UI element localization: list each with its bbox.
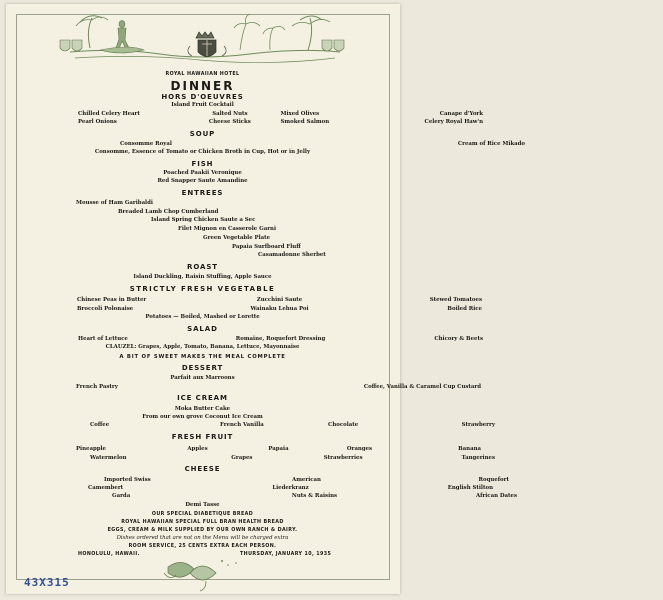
menu-item: Broccoli Polonaise xyxy=(77,306,134,312)
menu-item: Pearl Onions xyxy=(78,119,117,125)
menu-row xyxy=(0,422,557,429)
footer-place: HONOLULU, HAWAII. xyxy=(78,552,140,557)
menu-item: English Stilton xyxy=(447,485,493,491)
menu-item: Poached Paakii Veronique xyxy=(163,170,242,176)
stars-decoration xyxy=(221,560,237,566)
menu-row xyxy=(0,297,532,304)
menu-item: Consomme, Essence of Tomato or Chicken Broth in Cup, Hot or in Jelly xyxy=(94,149,311,155)
footer-line: EGGS, CREAM & MILK SUPPLIED BY OUR OWN RANCH & DAIRY. xyxy=(107,528,298,533)
tagline: A BIT OF SWEET MAKES THE MEAL COMPLETE xyxy=(119,354,286,360)
menu-item: Imported Swiss xyxy=(104,477,151,483)
menu-item: Mousse of Ham Garibaldi xyxy=(76,200,153,206)
menu-item: Boiled Rice xyxy=(447,306,482,312)
menu-row xyxy=(0,119,513,126)
menu-item: Chinese Peas in Butter xyxy=(77,297,147,303)
menu-item: Heart of Lettuce xyxy=(78,336,128,342)
inventory-stamp: 43X315 xyxy=(24,576,70,589)
menu-item: African Dates xyxy=(476,493,517,499)
menu-item: Chicory & Beets xyxy=(434,336,483,342)
menu-row xyxy=(0,455,559,462)
menu-item: Demi Tasse xyxy=(185,502,220,508)
menu-item: Breaded Lamb Chop Cumberland xyxy=(118,209,219,215)
menu-row xyxy=(0,141,605,148)
menu-row xyxy=(0,111,513,118)
menu-item: Smoked Salmon xyxy=(280,119,330,125)
menu-item: Romaine, Roquefort Dressing xyxy=(235,336,326,342)
menu-item: Consomme Royal xyxy=(120,141,172,147)
menu-item: Island Duckling, Raisin Stuffing, Apple Sauce xyxy=(133,274,272,280)
menu-item: Pineapple xyxy=(76,446,106,452)
menu-row xyxy=(0,384,545,391)
top-vignette-illustration xyxy=(0,0,405,80)
menu-item: Cream of Rice Mikado xyxy=(457,141,525,147)
royal-crest xyxy=(188,32,226,57)
menu-item: Wainaku Lehua Poi xyxy=(250,306,309,312)
section-fresh-fruit: FRESH FRUIT xyxy=(171,433,234,441)
hotel-name: ROYAL HAWAIIAN HOTEL xyxy=(165,72,240,77)
section-salad: SALAD xyxy=(187,325,218,333)
section-ice-cream: ICE CREAM xyxy=(177,394,228,402)
menu-item: Island Fruit Cocktail xyxy=(171,102,234,108)
menu-item: Garda xyxy=(112,493,131,499)
menu-row xyxy=(0,477,587,484)
menu-item: Red Snapper Saute Amandine xyxy=(157,178,248,184)
menu-item: Stewed Tomatoes xyxy=(429,297,482,303)
fish-shape xyxy=(168,562,194,577)
menu-item: Grapes xyxy=(231,455,253,461)
menu-row xyxy=(0,485,557,492)
menu-item: CLAUZEL: Grapes, Apple, Tomato, Banana, Lettuce, Mayonnaise xyxy=(105,344,300,350)
section-hors-doeuvres: HORS D'OEUVRES xyxy=(161,93,244,101)
menu-item: Papaia Surfboard Fluff xyxy=(232,244,301,250)
section-dessert: DESSERT xyxy=(181,364,224,372)
menu-item: Canape d'York xyxy=(439,111,483,117)
menu-item: Potatoes — Boiled, Mashed or Lorette xyxy=(145,314,260,320)
menu-item: Chilled Celery Heart xyxy=(78,111,140,117)
section-cheese: CHEESE xyxy=(184,465,221,473)
menu-item: Filet Mignon en Casserole Garni xyxy=(178,226,277,232)
menu-item: Green Vegetable Plate xyxy=(203,235,271,241)
menu-item: Moka Butter Cake xyxy=(174,406,231,412)
menu-item: From our own grove Coconut Ice Cream xyxy=(142,414,263,420)
menu-item: Celery Royal Haw'n xyxy=(424,119,483,125)
palm-trees xyxy=(234,14,285,50)
menu-item: Camembert xyxy=(88,485,124,491)
menu-item: Salted Nuts xyxy=(212,111,248,117)
menu-row xyxy=(0,306,544,313)
menu-item: Apples xyxy=(187,446,208,452)
footer-line: OUR SPECIAL DIABETIQUE BREAD xyxy=(151,512,254,517)
menu-item: Mixed Olives xyxy=(280,111,320,117)
menu-item: French Vanilla xyxy=(220,422,264,428)
menu-item: Oranges xyxy=(346,446,373,452)
menu-row xyxy=(0,336,533,343)
menu-item: Chocolate xyxy=(328,422,359,428)
section-roast: ROAST xyxy=(187,263,218,271)
menu-item: Zucchini Saute xyxy=(256,297,303,303)
menu-item: Casamadonne Sherbet xyxy=(258,252,326,258)
menu-item: Coffee, Vanilla & Caramel Cup Custard xyxy=(363,384,481,390)
footer-line: Dishes ordered that are not on the Menu will be charged extra xyxy=(116,535,289,541)
menu-item: Banana xyxy=(458,446,481,452)
menu-item: Island Spring Chicken Saute a Sec xyxy=(151,217,256,223)
menu-row xyxy=(0,493,621,500)
menu-item: Parfait aux Marroons xyxy=(170,375,235,381)
section-fish: FISH xyxy=(191,160,214,168)
shield-right xyxy=(322,40,344,51)
section-entrees: ENTREES xyxy=(181,189,224,197)
menu-item: Watermelon xyxy=(90,455,127,461)
menu-item: French Pastry xyxy=(76,384,118,390)
menu-item: Nuts & Raisins xyxy=(291,493,338,499)
fish-shape xyxy=(190,566,216,580)
menu-row xyxy=(0,446,537,453)
menu-title: DINNER xyxy=(170,79,235,93)
footer-date: THURSDAY, JANUARY 10, 1935 xyxy=(240,552,332,557)
menu-item: Papaia xyxy=(268,446,289,452)
menu-item: Strawberries xyxy=(323,455,363,461)
menu-item: Tangerines xyxy=(461,455,495,461)
menu-item: American xyxy=(292,477,321,483)
shield-left xyxy=(60,40,82,51)
menu-item: Cheese Sticks xyxy=(208,119,251,125)
footer-line: ROYAL HAWAIIAN SPECIAL FULL BRAN HEALTH BREAD xyxy=(121,520,284,525)
surfer-figure xyxy=(100,21,144,54)
menu-item: Coffee xyxy=(90,422,110,428)
menu-item: Strawberry xyxy=(461,422,495,428)
section-soup: SOUP xyxy=(189,130,216,138)
section-vegetable: STRICTLY FRESH VEGETABLE xyxy=(129,285,276,293)
menu-item: Roquefort xyxy=(478,477,509,483)
menu-item: Liederkranz xyxy=(272,485,309,491)
footer-line: ROOM SERVICE, 25 CENTS EXTRA EACH PERSON. xyxy=(128,544,277,549)
